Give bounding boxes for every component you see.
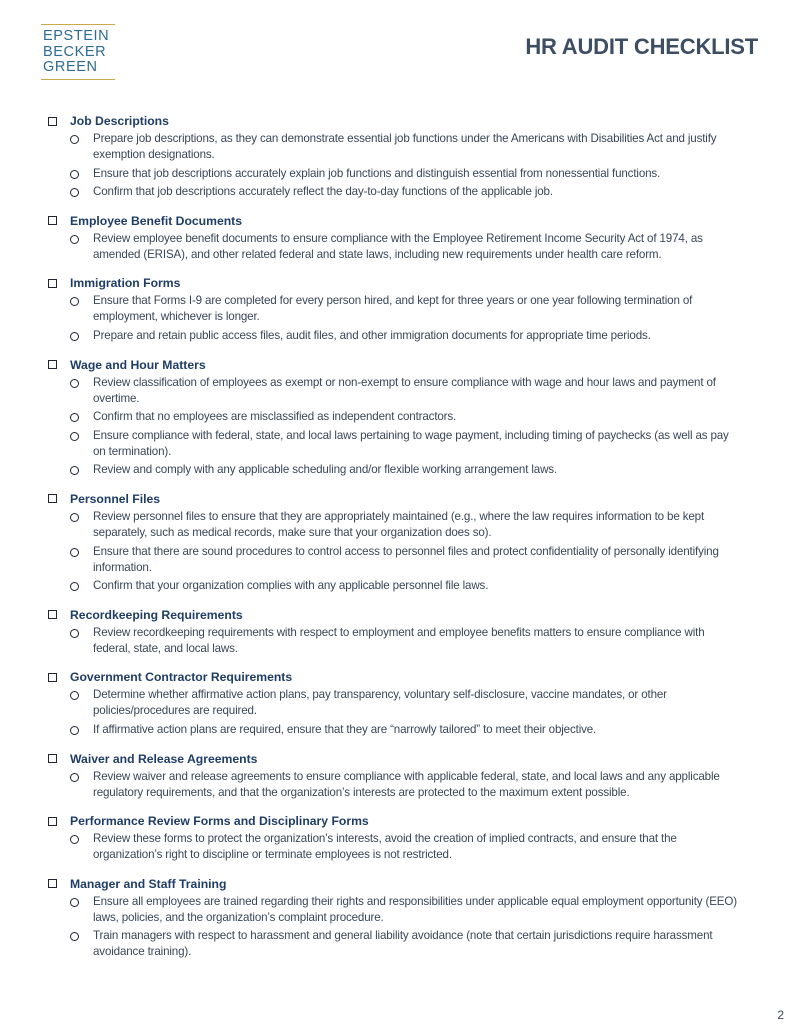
checklist-section: [48, 812, 738, 863]
checkbox-icon[interactable]: [48, 673, 57, 682]
section-items: [48, 625, 738, 657]
circle-bullet-icon: [70, 726, 79, 735]
section-items: [48, 687, 738, 738]
checkbox-icon[interactable]: [48, 216, 57, 225]
list-item-text: Confirm that job descriptions accurately reflect the day-to-day functions of the applicable job.: [93, 185, 553, 199]
list-item-text: Ensure compliance with federal, state, and local laws pertaining to wage payment, including timing of paychecks (as well as pay on termination).: [93, 428, 729, 458]
section-items: [48, 894, 738, 961]
checkbox-icon[interactable]: [48, 494, 57, 503]
list-item: [70, 131, 738, 163]
list-item: [70, 231, 738, 263]
logo-line: GREEN: [43, 59, 98, 75]
section-header: [48, 668, 738, 686]
checklist-section: [48, 356, 738, 479]
section-title: Wage and Hour Matters: [70, 357, 206, 372]
list-item: [70, 293, 738, 325]
section-title: Performance Review Forms and Disciplinary Forms: [70, 814, 369, 829]
list-item: [70, 578, 738, 594]
checklist-section: [48, 274, 738, 344]
page-number: 2: [777, 1008, 784, 1022]
checkbox-icon[interactable]: [48, 754, 57, 763]
checklist-section: [48, 212, 738, 263]
circle-bullet-icon: [70, 432, 79, 441]
list-item: [70, 544, 738, 576]
circle-bullet-icon: [70, 898, 79, 907]
section-header: [48, 812, 738, 830]
list-item: [70, 928, 738, 960]
list-item-text: Confirm that no employees are misclassified as independent contractors.: [93, 410, 457, 424]
section-title: Government Contractor Requirements: [70, 670, 293, 685]
list-item-text: Ensure that there are sound procedures to control access to personnel files and protect confidentiality of personally identifying information.: [93, 544, 719, 574]
list-item: [70, 831, 738, 863]
circle-bullet-icon: [70, 135, 79, 144]
company-logo: [41, 24, 115, 80]
checkbox-icon[interactable]: [48, 360, 57, 369]
list-item-text: Prepare and retain public access files, audit files, and other immigration documents for appropriate time periods.: [93, 328, 651, 342]
list-item: [70, 184, 738, 200]
section-header: [48, 212, 738, 230]
list-item-text: Review these forms to protect the organization’s interests, avoid the creation of implied contracts, and ensure that the organization’s right to discipline or terminate employees is not restricted.: [93, 832, 677, 862]
section-header: [48, 112, 738, 130]
checklist-section: [48, 606, 738, 657]
checkbox-icon[interactable]: [48, 610, 57, 619]
list-item-text: Review employee benefit documents to ensure compliance with the Employee Retirement Income Security Act of 1974, as amended (ERISA), and other related federal and state laws, including new requirements under health care reform.: [93, 231, 703, 261]
section-header: [48, 356, 738, 374]
section-title: Immigration Forms: [70, 276, 181, 291]
circle-bullet-icon: [70, 379, 79, 388]
list-item: [70, 769, 738, 801]
checklist-section: [48, 668, 738, 738]
section-title: Recordkeeping Requirements: [70, 607, 243, 622]
checklist-section: [48, 875, 738, 961]
section-title: Manager and Staff Training: [70, 876, 227, 891]
list-item-text: Review recordkeeping requirements with respect to employment and employee benefits matters to ensure compliance with federal, state, and local laws.: [93, 625, 705, 655]
checkbox-icon[interactable]: [48, 817, 57, 826]
circle-bullet-icon: [70, 297, 79, 306]
list-item: [70, 428, 738, 460]
section-items: [48, 231, 738, 263]
list-item: [70, 409, 738, 425]
list-item-text: Confirm that your organization complies with any applicable personnel file laws.: [93, 579, 489, 593]
circle-bullet-icon: [70, 691, 79, 700]
circle-bullet-icon: [70, 773, 79, 782]
circle-bullet-icon: [70, 188, 79, 197]
list-item: [70, 509, 738, 541]
circle-bullet-icon: [70, 235, 79, 244]
section-items: [48, 769, 738, 801]
logo-line: BECKER: [43, 43, 107, 60]
list-item: [70, 687, 738, 719]
page-title: HR AUDIT CHECKLIST: [525, 34, 758, 59]
list-item-text: Train managers with respect to harassment and general liability avoidance (note that certain jurisdictions require harassment avoidance training).: [93, 929, 713, 959]
checklist-section: [48, 750, 738, 801]
list-item: [70, 625, 738, 657]
list-item-text: Prepare job descriptions, as they can demonstrate essential job functions under the Americans with Disabilities Act and justify exemption designations.: [93, 132, 717, 161]
circle-bullet-icon: [70, 413, 79, 422]
section-header: [48, 490, 738, 508]
circle-bullet-icon: [70, 548, 79, 557]
circle-bullet-icon: [70, 629, 79, 638]
section-items: [48, 293, 738, 344]
list-item-text: Review personnel files to ensure that they are appropriately maintained (e.g., where the law requires information to be kept separately, such as medical records, make sure that your organization does so).: [93, 509, 705, 539]
section-header: [48, 875, 738, 893]
checkbox-icon[interactable]: [48, 117, 57, 126]
checkbox-icon[interactable]: [48, 279, 57, 288]
list-item: [70, 462, 738, 478]
checkbox-icon[interactable]: [48, 879, 57, 888]
list-item-text: Review waiver and release agreements to ensure compliance with applicable federal, state, and local laws and any applicable regulatory requirements, and that the organization’s interests are protected to the maximum extent possible.: [93, 769, 720, 799]
circle-bullet-icon: [70, 932, 79, 941]
logo-line: EPSTEIN: [43, 28, 110, 44]
section-header: [48, 750, 738, 768]
circle-bullet-icon: [70, 466, 79, 475]
section-items: [48, 375, 738, 479]
list-item-text: Review classification of employees as exempt or non-exempt to ensure compliance with wage and hour laws and payment of overtime.: [93, 375, 716, 405]
list-item: [70, 894, 738, 926]
list-item-text: Ensure that Forms I-9 are completed for every person hired, and kept for three years or one year following termination of employment, whichever is longer.: [93, 294, 693, 324]
list-item-text: Ensure that job descriptions accurately explain job functions and distinguish essential from nonessential functions.: [93, 166, 661, 180]
checklist-section: [48, 490, 738, 594]
circle-bullet-icon: [70, 513, 79, 522]
list-item-text: Determine whether affirmative action plans, pay transparency, voluntary self-disclosure, vaccine mandates, or other policies/procedures are required.: [93, 688, 667, 718]
section-items: [48, 131, 738, 200]
section-title: Waiver and Release Agreements: [70, 751, 258, 766]
section-items: [48, 831, 738, 863]
circle-bullet-icon: [70, 332, 79, 341]
list-item: [70, 328, 738, 344]
section-header: [48, 274, 738, 292]
circle-bullet-icon: [70, 170, 79, 179]
circle-bullet-icon: [70, 835, 79, 844]
list-item-text: Ensure all employees are trained regarding their rights and responsibilities under applicable equal employment opportunity (EEO) laws, policies, and the organization’s complaint procedure.: [93, 894, 737, 924]
checklist-section: [48, 112, 738, 200]
section-items: [48, 509, 738, 594]
list-item-text: If affirmative action plans are required, ensure that they are “narrowly tailored” to meet their objective.: [93, 722, 597, 736]
list-item: [70, 375, 738, 407]
section-title: Employee Benefit Documents: [70, 213, 243, 228]
audit-checklist: [48, 112, 738, 972]
circle-bullet-icon: [70, 582, 79, 591]
section-title: Personnel Files: [70, 491, 161, 506]
list-item-text: Review and comply with any applicable scheduling and/or flexible working arrangement laws.: [93, 463, 558, 477]
section-header: [48, 606, 738, 624]
list-item: [70, 166, 738, 182]
section-title: Job Descriptions: [70, 114, 169, 128]
list-item: [70, 722, 738, 738]
